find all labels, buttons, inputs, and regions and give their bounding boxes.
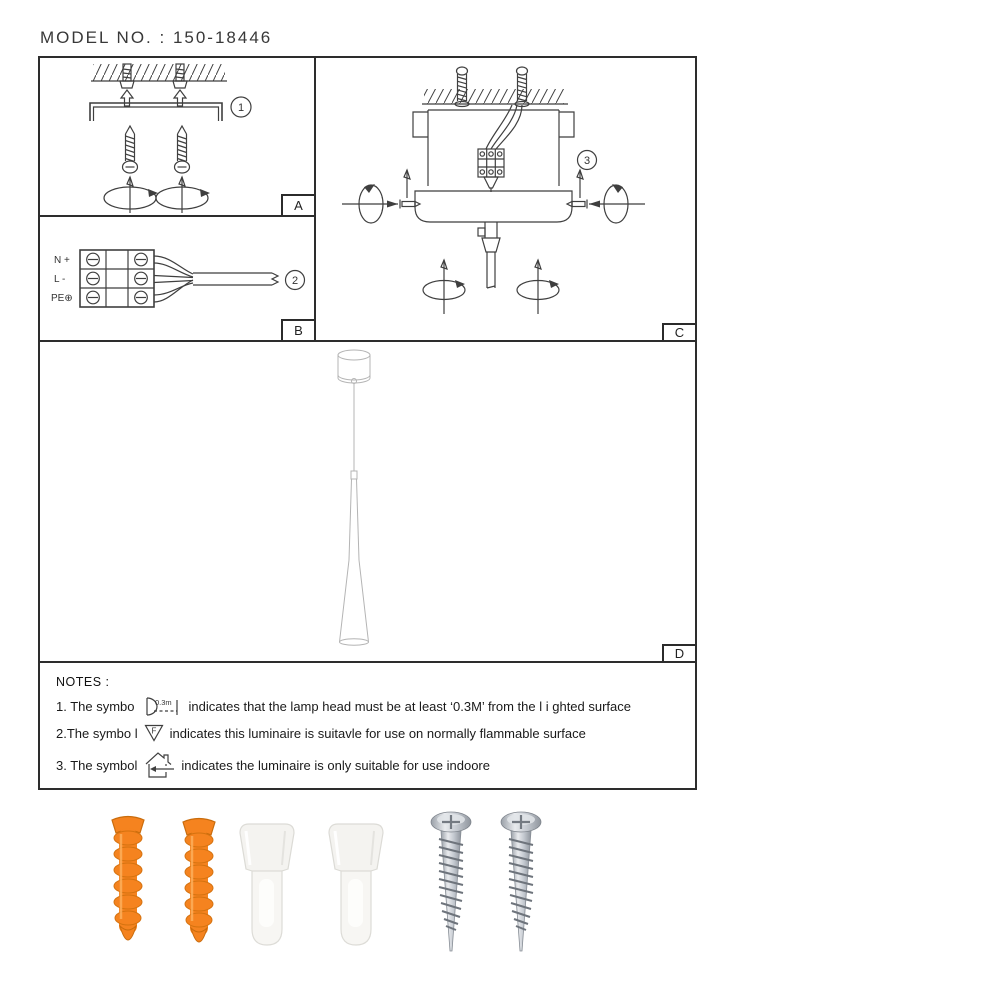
supply-wires (486, 105, 522, 149)
panel-d-tab (662, 644, 695, 661)
note-2-text: indicates this luminaire is suitavle for use on normally flammable surface (169, 725, 586, 741)
indoor-use-house-icon (143, 751, 175, 779)
note-3-text: indicates the luminaire is only suitable for use indoore (181, 757, 490, 773)
svg-text:1: 1 (237, 102, 245, 114)
ceiling-hatch (93, 64, 225, 81)
model-number-title: MODEL NO. : 150-18446 (40, 28, 273, 47)
wire-connector-photo (322, 821, 390, 955)
svg-text:0.3m: 0.3m (154, 698, 172, 707)
note-1 (56, 695, 631, 718)
mounting-screw-photo (428, 809, 474, 959)
screw-icon (123, 126, 138, 173)
canopy-body (413, 110, 574, 186)
pendant-stem (478, 222, 500, 288)
step-number-badge (286, 271, 305, 290)
panel-a-bracket-mounting (38, 56, 316, 217)
pendant-lamp-drawing (40, 342, 695, 661)
terminal-block (80, 250, 154, 307)
panel-c-label: C (674, 325, 685, 340)
side-screw-left (400, 200, 420, 209)
svg-text:F: F (151, 726, 157, 736)
wall-plug-photo (177, 816, 221, 958)
pendant-cone (340, 471, 369, 645)
side-screw-right (567, 200, 587, 209)
terminal-wiring-diagram (40, 217, 314, 340)
panel-a-label: A (294, 198, 303, 213)
terminal-label-pe: PE⊕ (51, 293, 73, 304)
svg-text:2: 2 (291, 275, 299, 287)
step-number-badge (578, 151, 597, 170)
terminal-label-l: L - (54, 274, 66, 285)
wire-connector-photo (233, 821, 301, 955)
rotate-arrow-icon (104, 177, 158, 213)
bracket-mounting-diagram (40, 58, 314, 215)
rotate-arrow-icon (342, 170, 410, 223)
pendant-canopy (338, 350, 370, 384)
step-number-badge (231, 97, 251, 117)
terminal-label-n: N + (54, 255, 70, 266)
note-3-prefix: 3. The symbol (56, 757, 138, 773)
mounting-bracket (90, 103, 222, 121)
note-3 (56, 751, 490, 779)
rotate-arrow-icon (423, 260, 465, 314)
rotate-arrow-icon (517, 260, 559, 314)
svg-text:3: 3 (583, 155, 591, 167)
wall-plug-photo (106, 814, 150, 956)
panel-a-tab (281, 194, 314, 215)
terminal-block (478, 149, 504, 192)
rotate-arrow-icon (156, 177, 210, 213)
panel-c-tab (662, 323, 695, 340)
rotate-arrow-icon (577, 170, 645, 223)
f-flammable-surface-icon (144, 724, 164, 742)
base-plate (415, 191, 572, 222)
mounting-screw-photo (498, 809, 544, 959)
notes-panel (38, 661, 697, 790)
panel-d-finished-pendant (38, 340, 697, 663)
min-distance-0-3m-icon (141, 695, 183, 718)
canopy-installation-diagram (316, 58, 695, 340)
panel-b-terminal-wiring (38, 215, 316, 342)
note-1-prefix: 1. The symbo (56, 699, 135, 714)
panel-b-label: B (294, 323, 303, 338)
panel-d-label: D (674, 646, 685, 661)
ceiling-hatch (424, 89, 564, 104)
mains-cable (154, 256, 278, 302)
panel-b-tab (281, 319, 314, 340)
note-2 (56, 724, 586, 742)
note-2-prefix: 2.The symbo l (56, 725, 138, 741)
notes-heading: NOTES : (56, 675, 110, 689)
panel-c-canopy-installation (314, 56, 697, 342)
screw-icon (175, 126, 190, 173)
note-1-text: indicates that the lamp head must be at least ‘0.3M’ from the l i ghted surface (188, 699, 632, 714)
